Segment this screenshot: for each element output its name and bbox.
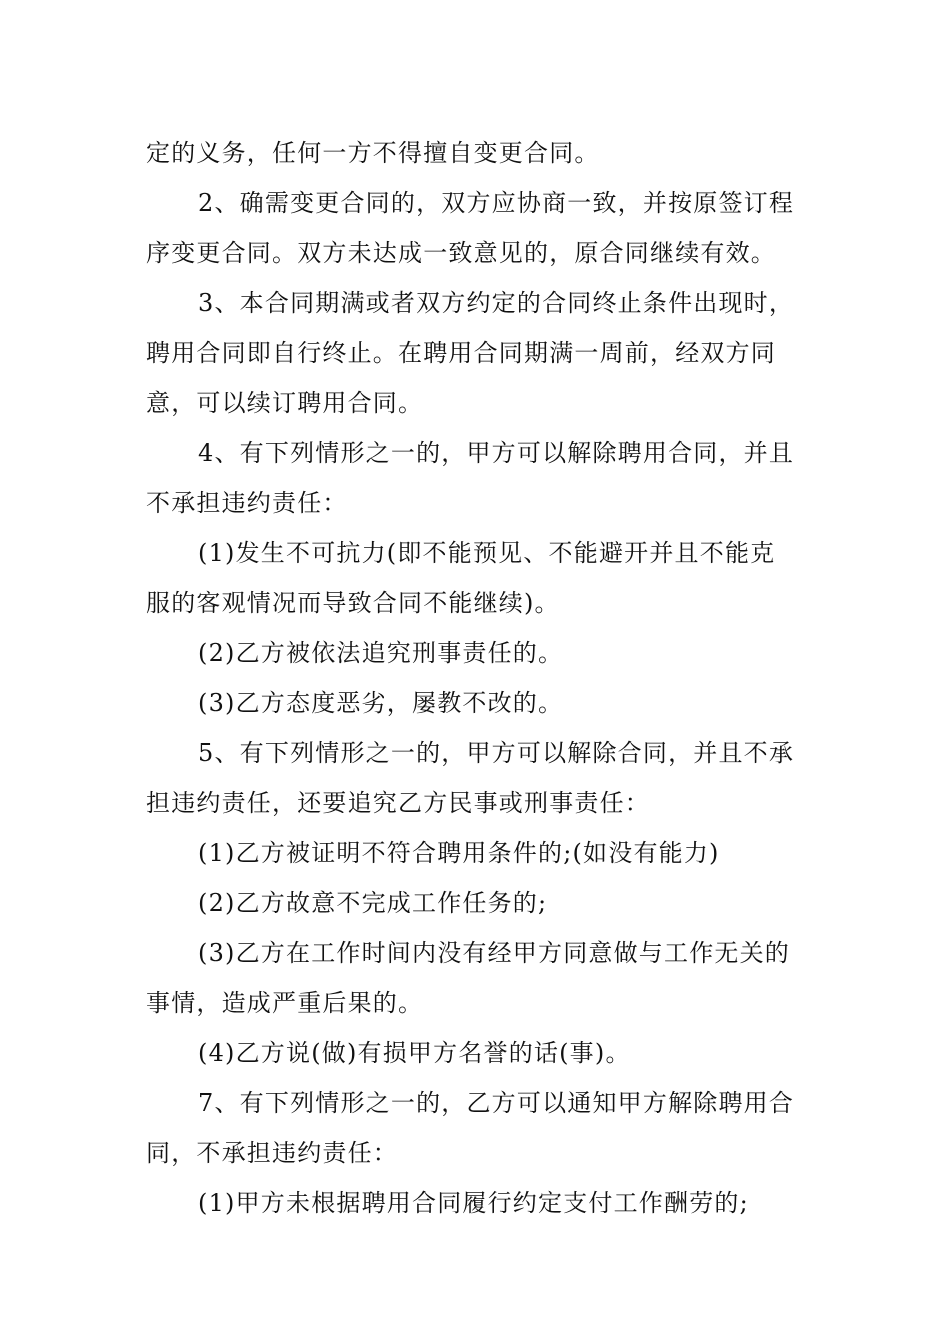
text-line: 意，可以续订聘用合同。 xyxy=(146,389,424,417)
text-line: (3)乙方在工作时间内没有经甲方同意做与工作无关的 xyxy=(198,939,790,967)
text-line: 7、有下列情形之一的，乙方可以通知甲方解除聘用合 xyxy=(198,1089,795,1117)
text-line: 序变更合同。双方未达成一致意见的，原合同继续有效。 xyxy=(146,239,776,267)
text-line: (3)乙方态度恶劣，屡教不改的。 xyxy=(198,689,564,717)
text-line: 事情，造成严重后果的。 xyxy=(146,989,424,1017)
text-line: (2)乙方被依法追究刑事责任的。 xyxy=(198,639,564,667)
text-line: 聘用合同即自行终止。在聘用合同期满一周前，经双方同 xyxy=(146,339,776,367)
text-line: 同，不承担违约责任： xyxy=(146,1139,398,1167)
text-line: 定的义务，任何一方不得擅自变更合同。 xyxy=(146,139,600,167)
text-line: (1)乙方被证明不符合聘用条件的;(如没有能力) xyxy=(198,839,720,867)
text-line: (1)发生不可抗力(即不能预见、不能避开并且不能克 xyxy=(198,539,776,567)
text-line: 3、本合同期满或者双方约定的合同终止条件出现时， xyxy=(198,289,795,317)
text-line: (2)乙方故意不完成工作任务的; xyxy=(198,889,548,917)
text-line: 不承担违约责任： xyxy=(146,489,348,517)
document-body xyxy=(146,128,816,1228)
text-line: 2、确需变更合同的，双方应协商一致，并按原签订程 xyxy=(198,189,795,217)
text-line: 5、有下列情形之一的，甲方可以解除合同，并且不承 xyxy=(198,739,795,767)
text-line: 服的客观情况而导致合同不能继续)。 xyxy=(146,589,560,617)
text-line: 担违约责任，还要追究乙方民事或刑事责任： xyxy=(146,789,650,817)
text-line: (4)乙方说(做)有损甲方名誉的话(事)。 xyxy=(198,1039,631,1067)
text-line: 4、有下列情形之一的，甲方可以解除聘用合同，并且 xyxy=(198,439,795,467)
text-line: (1)甲方未根据聘用合同履行约定支付工作酬劳的; xyxy=(198,1189,749,1217)
